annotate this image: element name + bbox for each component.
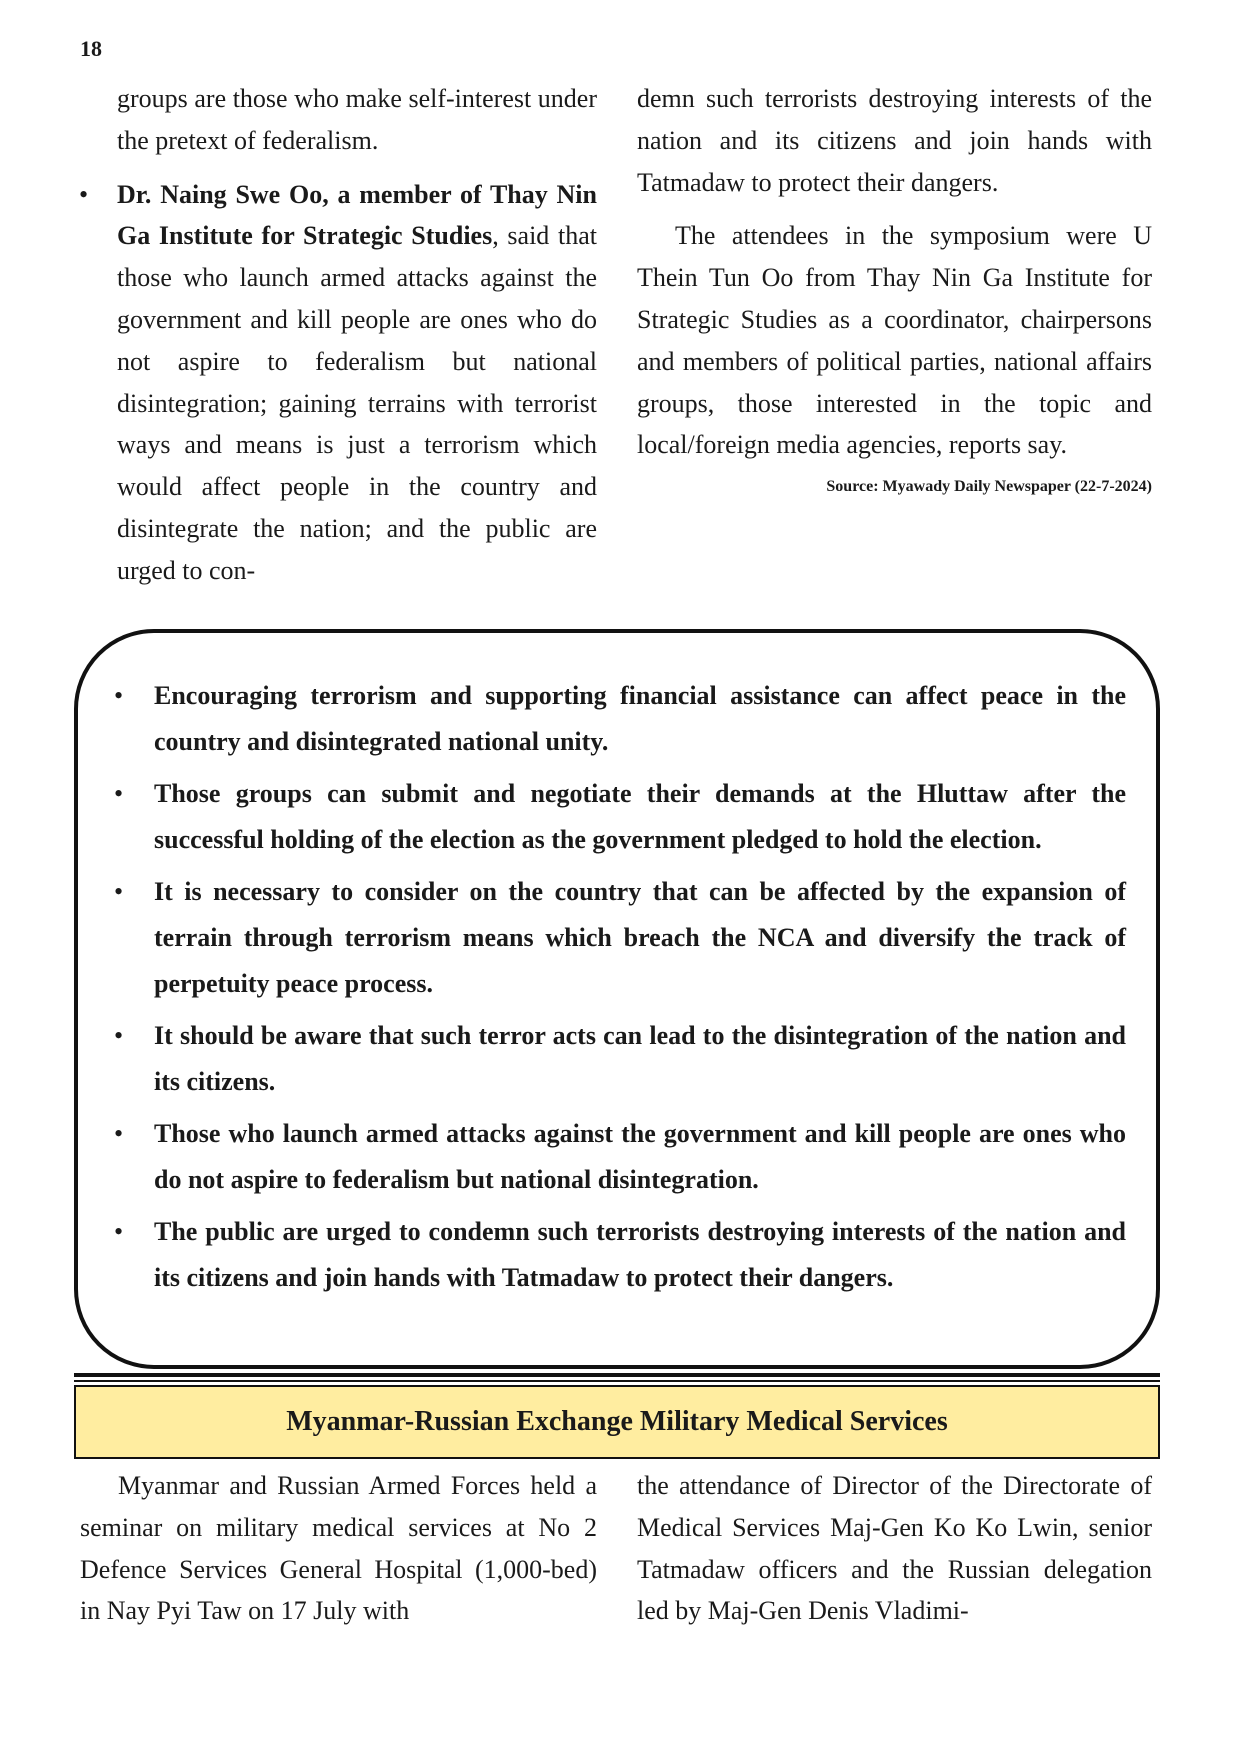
speaker-name: Dr. Naing Swe Oo, a member of Thay Nin Ga Institute for Strategic Studies: [117, 179, 597, 251]
bullet-icon: •: [114, 1217, 124, 1246]
key-point: • Those who launch armed attacks against the government and kill people are ones who do not aspire to federalism but national disintegration.: [154, 1111, 1126, 1203]
key-points-box: [74, 629, 1160, 1369]
key-points-list: [114, 673, 1126, 1307]
key-point: • It should be aware that such terror acts can lead to the disintegration of the nation and its citizens.: [154, 1013, 1126, 1105]
bullet-icon: •: [79, 179, 89, 209]
divider-thin: [74, 1380, 1160, 1382]
page-number: 18: [80, 36, 102, 61]
attendees-paragraph: The attendees in the symposium were U Thein Tun Oo from Thay Nin Ga Institute for Strategic Studies as a coordinator, chairpersons and members of political parties, national affairs groups, those interested in the topic and local/foreign media agencies, reports say.: [637, 221, 1152, 460]
continuation-text-left: groups are those who make self-interest under the pretext of federalism.: [117, 84, 597, 155]
speaker-statement: , said that those who launch armed attacks against the government and kill people are ones who do not aspire to federalism but national disintegration; gaining terrains with terrorist ways and means is just a terrorism which would affect people in the country and disintegrate the nation; and the public are urged to con-: [117, 221, 597, 585]
source-credit: Source: Myawady Daily Newspaper (22-7-2024): [826, 478, 1152, 496]
speaker-bullet: [79, 174, 597, 592]
key-point: • The public are urged to condemn such terrorists destroying interests of the nation and its citizens and join hands with Tatmadaw to protect their dangers.: [154, 1209, 1126, 1301]
bullet-icon: •: [114, 877, 124, 906]
key-point: • It is necessary to consider on the country that can be affected by the expansion of terrain through terrorism means which breach the NCA and diversify the track of perpetuity peace process.: [154, 869, 1126, 1007]
article-left-column: [80, 1465, 597, 1632]
key-point: • Those groups can submit and negotiate their demands at the Hluttaw after the successful holding of the election as the government pledged to hold the election.: [154, 771, 1126, 863]
top-right-column: [637, 78, 1152, 508]
key-point: • Encouraging terrorism and supporting financial assistance can affect peace in the country and disintegrated national unity.: [154, 673, 1126, 765]
top-left-column: [79, 78, 597, 592]
divider-thick: [74, 1373, 1160, 1377]
article-text-right: the attendance of Director of the Directorate of Medical Services Maj-Gen Ko Ko Lwin, senior Tatmadaw officers and the Russian delegation led by Maj-Gen Denis Vladimi-: [637, 1471, 1152, 1626]
bullet-icon: •: [114, 779, 124, 808]
article-text-left: Myanmar and Russian Armed Forces held a seminar on military medical services at No 2 Defence Services General Hospital (1,000-bed) in Nay Pyi Taw on 17 July with: [80, 1471, 597, 1626]
continuation-text-right: demn such terrorists destroying interests of the nation and its citizens and join hands with Tatmadaw to protect their dangers.: [637, 84, 1152, 197]
bullet-icon: •: [114, 1119, 124, 1148]
article-right-column: [637, 1465, 1152, 1632]
bullet-icon: •: [114, 1021, 124, 1050]
bullet-icon: •: [114, 681, 124, 710]
article-headline: Myanmar-Russian Exchange Military Medical Services: [74, 1385, 1160, 1459]
